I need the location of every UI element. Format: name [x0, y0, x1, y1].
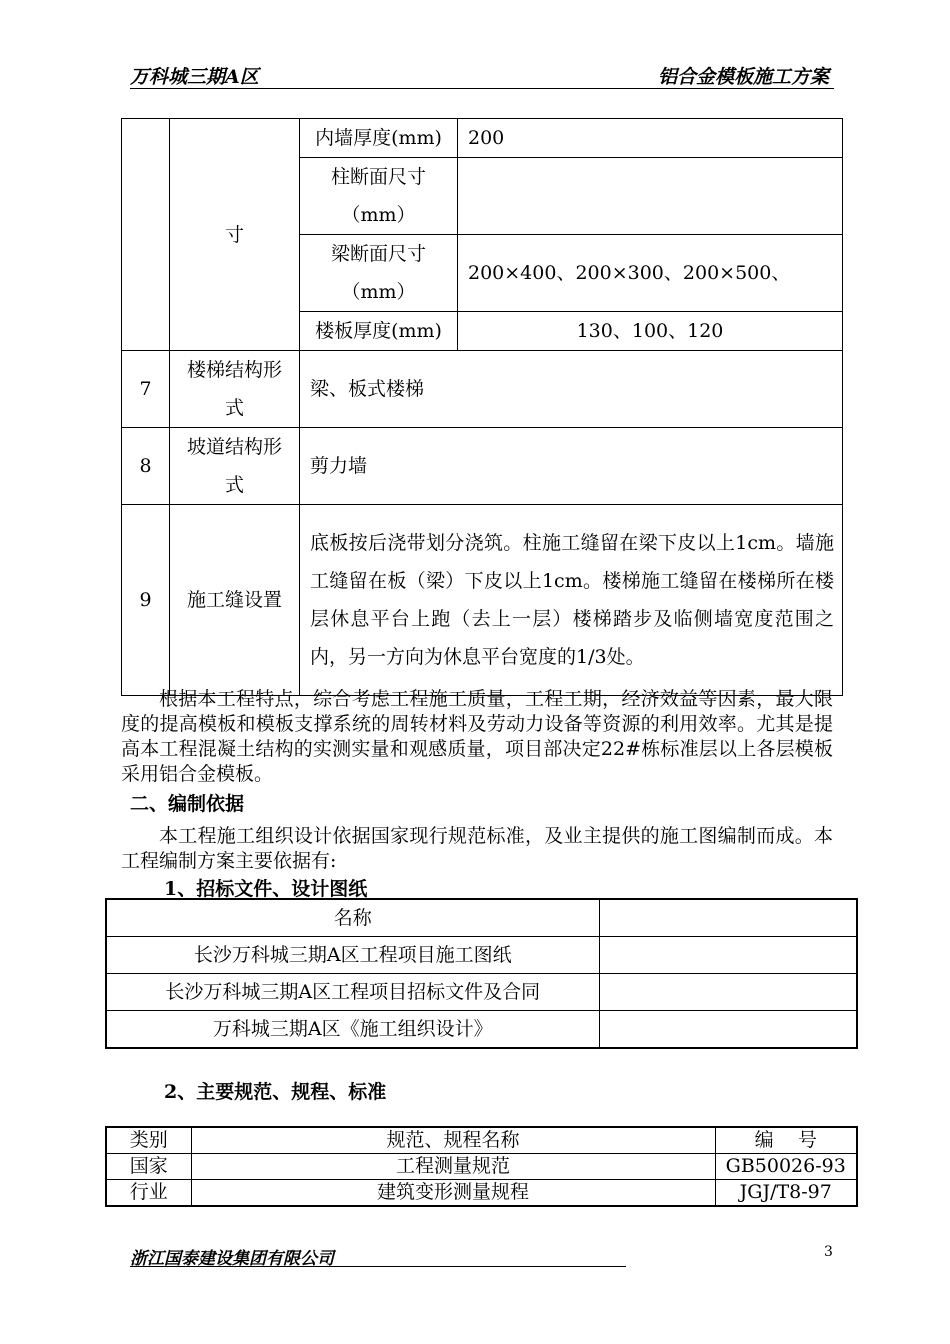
- table-row: [106, 1127, 857, 1154]
- column-header: 规范、规程名称: [191, 1127, 715, 1154]
- value-cell: 130、100、120: [458, 312, 843, 351]
- subsection-title: 2、主要规范、规程、标准: [164, 1081, 387, 1103]
- row-name-cell: 坡道结构形 式: [170, 428, 300, 505]
- header-rule: [130, 88, 834, 89]
- header-doc-title: 铝合金模板施工方案: [658, 66, 830, 88]
- table-row: [106, 899, 857, 937]
- standard-name-cell: 工程测量规范: [191, 1154, 715, 1180]
- document-name-cell: 万科城三期A区《施工组织设计》: [106, 1011, 599, 1049]
- table-row: [122, 351, 843, 428]
- section-intro-paragraph: 本工程施工组织设计依据国家现行规范标准，及业主提供的施工图编制而成。本工程编制方案主要依据有:: [121, 825, 833, 872]
- document-name-cell: 长沙万科城三期A区工程项目招标文件及合同: [106, 974, 599, 1011]
- standard-name-cell: 建筑变形测量规程: [191, 1180, 715, 1207]
- column-header: 类别: [106, 1127, 191, 1154]
- project-overview-table: [121, 118, 843, 696]
- value-cell: 200: [458, 119, 843, 158]
- standards-table: [105, 1126, 858, 1207]
- subsection-title: 1、招标文件、设计图纸: [164, 878, 368, 900]
- footer-rule: [130, 1266, 626, 1267]
- table-row: [122, 428, 843, 505]
- item-cell: 楼板厚度(mm): [300, 312, 458, 351]
- header-project: 万科城三期A区: [130, 66, 259, 88]
- row-desc-cell: 剪力墙: [300, 428, 843, 505]
- value-cell: 200×400、200×300、200×500、: [458, 235, 843, 312]
- footer-company: 浙江国泰建设集团有限公司: [130, 1249, 334, 1269]
- table-row: [106, 1154, 857, 1180]
- row-desc-cell: 底板按后浇带划分浇筑。柱施工缝留在梁下皮以上1cm。墙施工缝留在板（梁）下皮以上1cm。楼梯施工缝留在楼梯所在楼层休息平台上跑（去上一层）楼梯踏步及临侧墙宽度范围之内，另一方向为休息平台宽度的1/3处。: [300, 505, 843, 696]
- table-row: [106, 1180, 857, 1207]
- item-cell: 梁断面尺寸 （mm）: [300, 235, 458, 312]
- page-number: 3: [824, 1244, 833, 1260]
- documents-table: [105, 898, 858, 1049]
- row-no-cell: 8: [122, 428, 170, 505]
- row-name-cell: 楼梯结构形 式: [170, 351, 300, 428]
- row-desc-cell: 梁、板式楼梯: [300, 351, 843, 428]
- table-row: [122, 505, 843, 696]
- section-title: 二、编制依据: [130, 793, 245, 815]
- table-row: [106, 974, 857, 1011]
- value-cell: [458, 158, 843, 235]
- standard-code-cell: GB50026-93: [715, 1154, 857, 1180]
- row-name-cell: 施工缝设置: [170, 505, 300, 696]
- column-header: 名称: [106, 899, 599, 937]
- document-name-cell: 长沙万科城三期A区工程项目施工图纸: [106, 937, 599, 974]
- table-row: [106, 1011, 857, 1049]
- project-summary-paragraph: 根据本工程特点，综合考虑工程施工质量，工程工期，经济效益等因素，最大限度的提高模板和模板支撑系统的周转材料及劳动力设备等资源的利用效率。尤其是提高本工程混凝土结构的实测实量和观感质量，项目部决定22#栋标准层以上各层模板采用铝合金模板。: [121, 688, 833, 785]
- row-no-cell: [122, 119, 170, 351]
- table-row: [122, 119, 843, 158]
- row-no-cell: 7: [122, 351, 170, 428]
- category-cell: 国家: [106, 1154, 191, 1180]
- standard-code-cell: JGJ/T8-97: [715, 1180, 857, 1207]
- item-cell: 柱断面尺寸 （mm）: [300, 158, 458, 235]
- column-header: 编 号: [715, 1127, 857, 1154]
- table-row: [106, 937, 857, 974]
- row-no-cell: 9: [122, 505, 170, 696]
- item-cell: 内墙厚度(mm): [300, 119, 458, 158]
- cont-label: 寸: [170, 119, 300, 351]
- category-cell: 行业: [106, 1180, 191, 1207]
